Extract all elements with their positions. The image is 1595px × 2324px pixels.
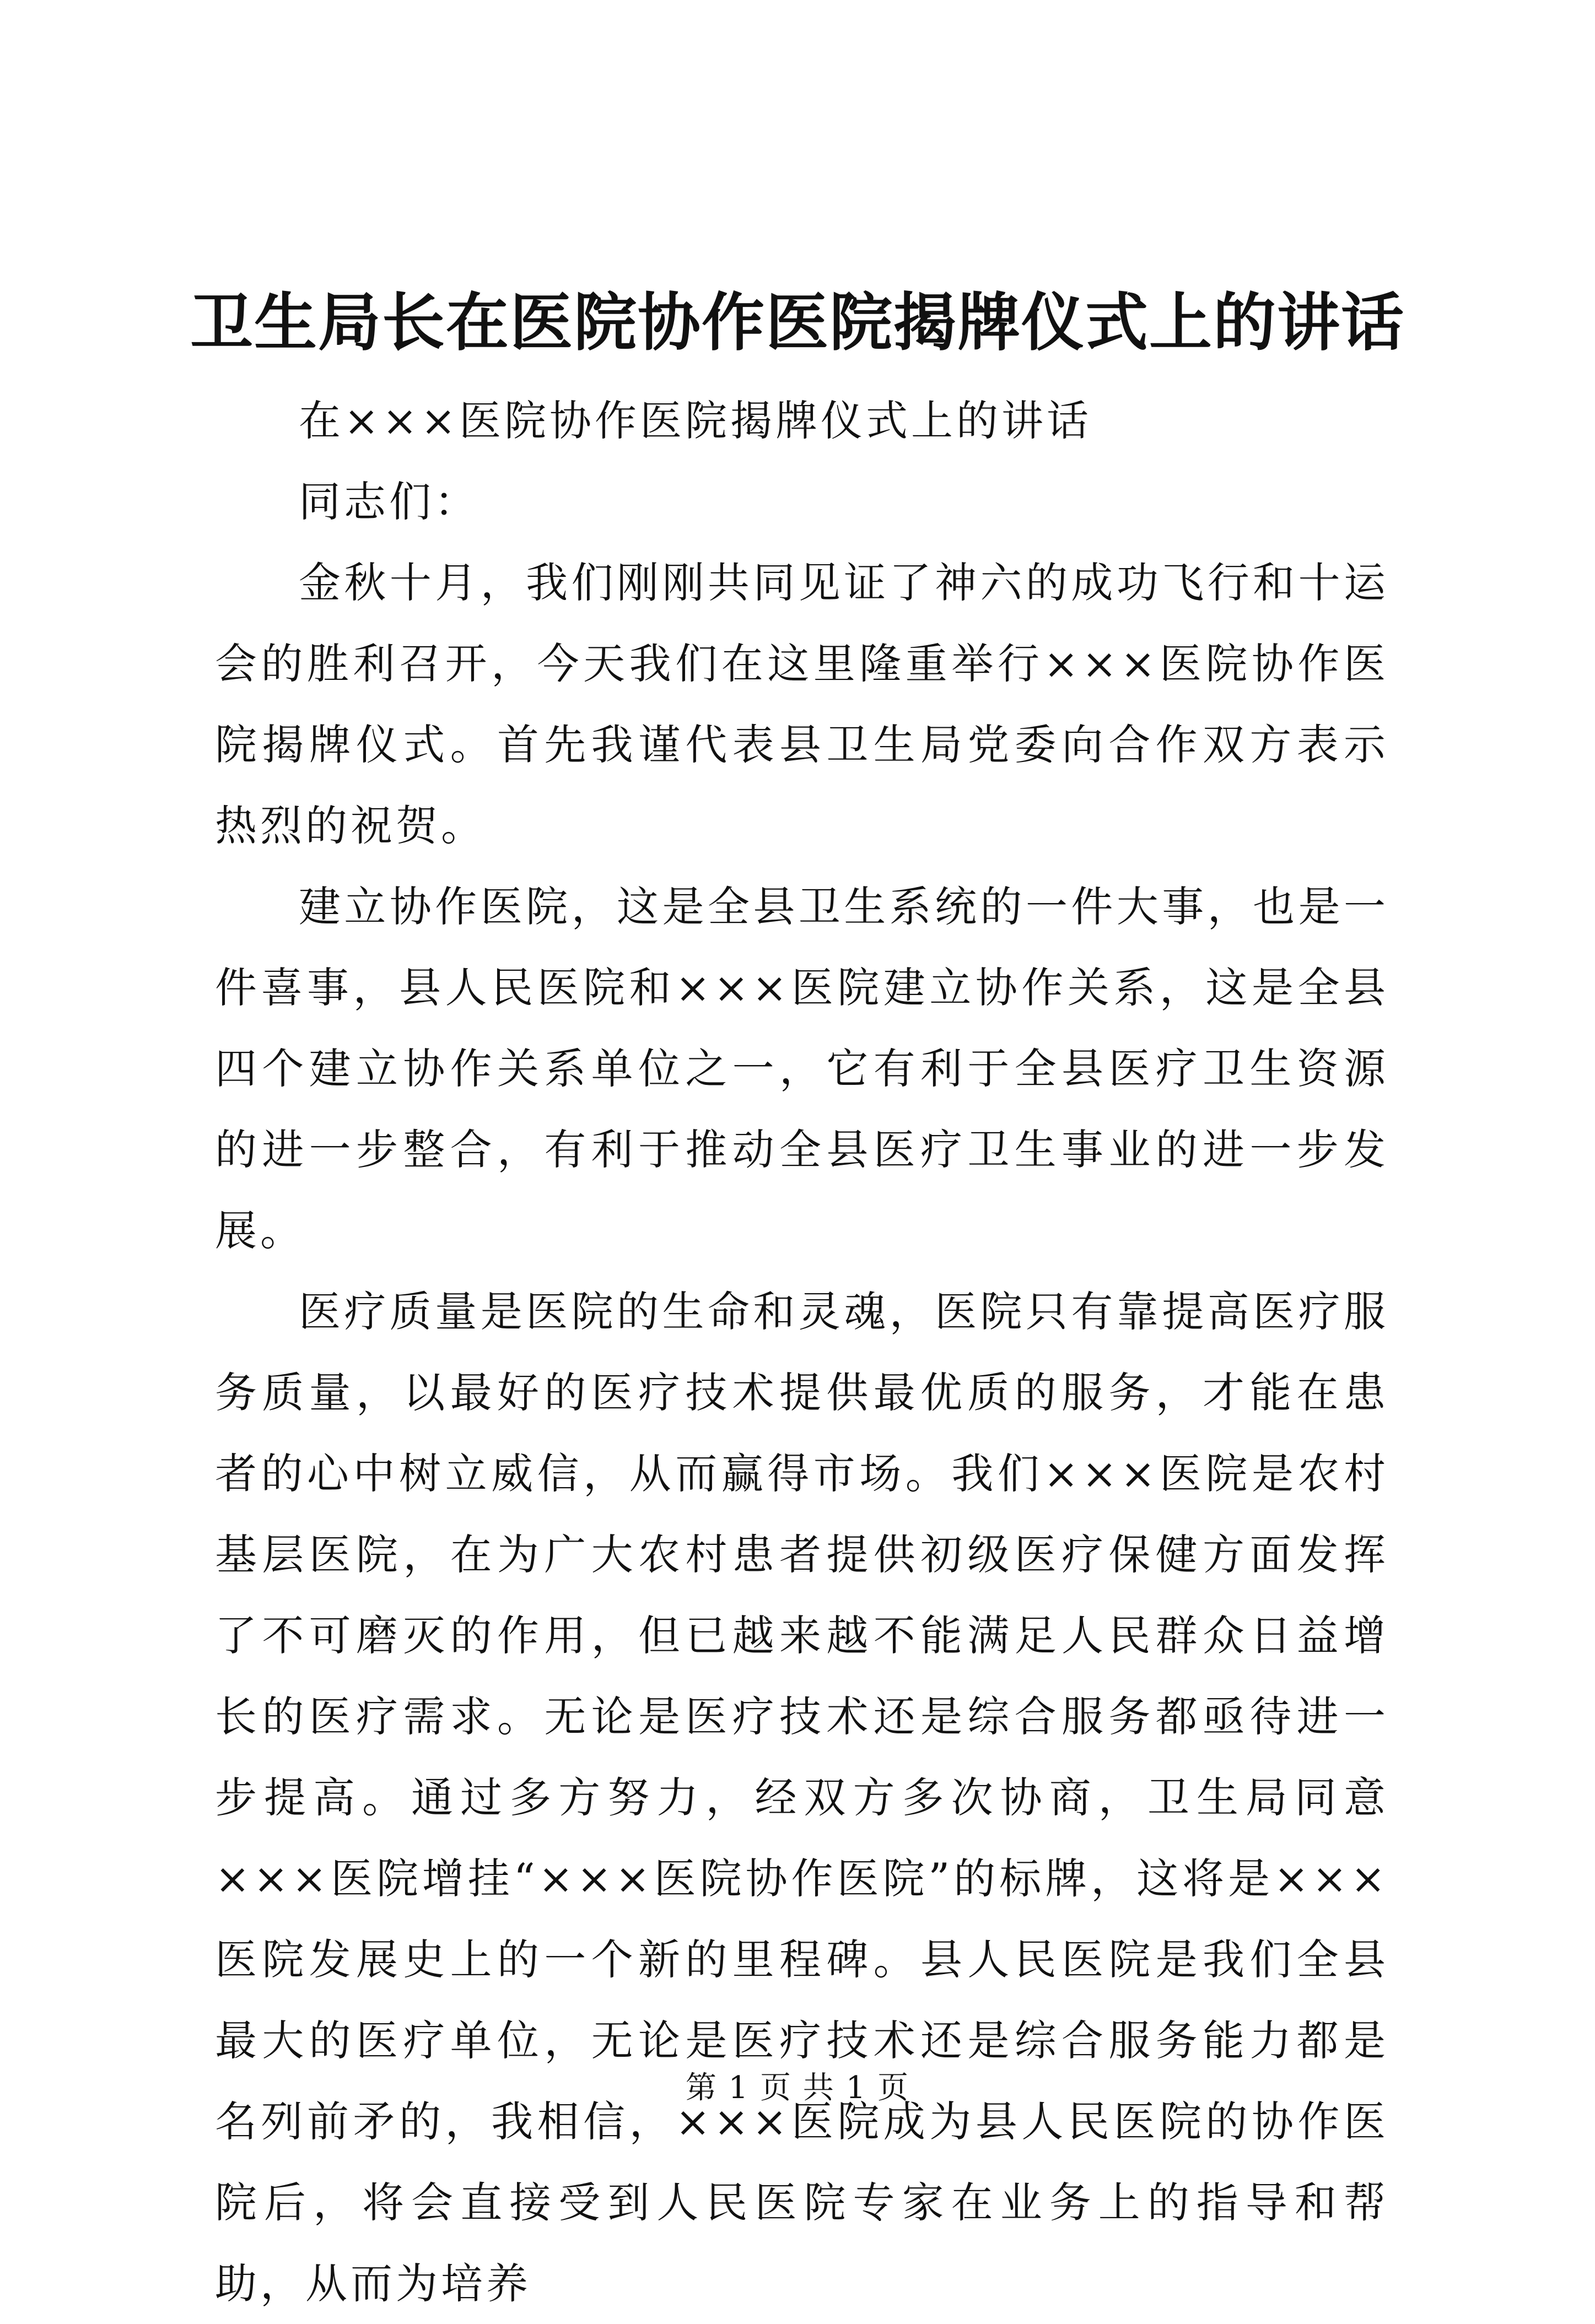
document-body	[215, 380, 1389, 2324]
paragraph-cooperation: 建立协作医院，这是全县卫生系统的一件大事，也是一件喜事，县人民医院和×××医院建立协作关系，这是全县四个建立协作关系单位之一，它有利于全县医疗卫生资源的进一步整合，有利于推动全县医疗卫生事业的进一步发展。	[215, 882, 1389, 1255]
page-number: 第 1 页 共 1 页	[685, 2070, 910, 2106]
document-title: 卫生局长在医院协作医院揭牌仪式上的讲话	[190, 285, 1405, 359]
subtitle-line: 在×××医院协作医院揭牌仪式上的讲话	[299, 396, 1092, 445]
salutation: 同志们：	[299, 477, 479, 526]
paragraph-opening: 金秋十月，我们刚刚共同见证了神六的成功飞行和十运会的胜利召开，今天我们在这里隆重举行×××医院协作医院揭牌仪式。首先我谨代表县卫生局党委向合作双方表示热烈的祝贺。	[215, 558, 1389, 850]
paragraph-quality: 医疗质量是医院的生命和灵魂，医院只有靠提高医疗服务质量，以最好的医疗技术提供最优质的服务，才能在患者的心中树立威信，从而赢得市场。我们×××医院是农村基层医院，在为广大农村患者提供初级医疗保健方面发挥了不可磨灭的作用，但已越来越不能满足人民群众日益增长的医疗需求。无论是医疗技术还是综合服务都亟待进一步提高。通过多方努力，经双方多次协商，卫生局同意×××医院增挂“×××医院协作医院”的标牌，这将是×××医院发展史上的一个新的里程碑。县人民医院是我们全县最大的医疗单位，无论是医疗技术还是综合服务能力都是名列前矛的，我相信，×××医院成为县人民医院的协作医院后，将会直接受到人民医院专家在业务上的指导和帮助，从而为培养	[215, 1287, 1389, 2308]
